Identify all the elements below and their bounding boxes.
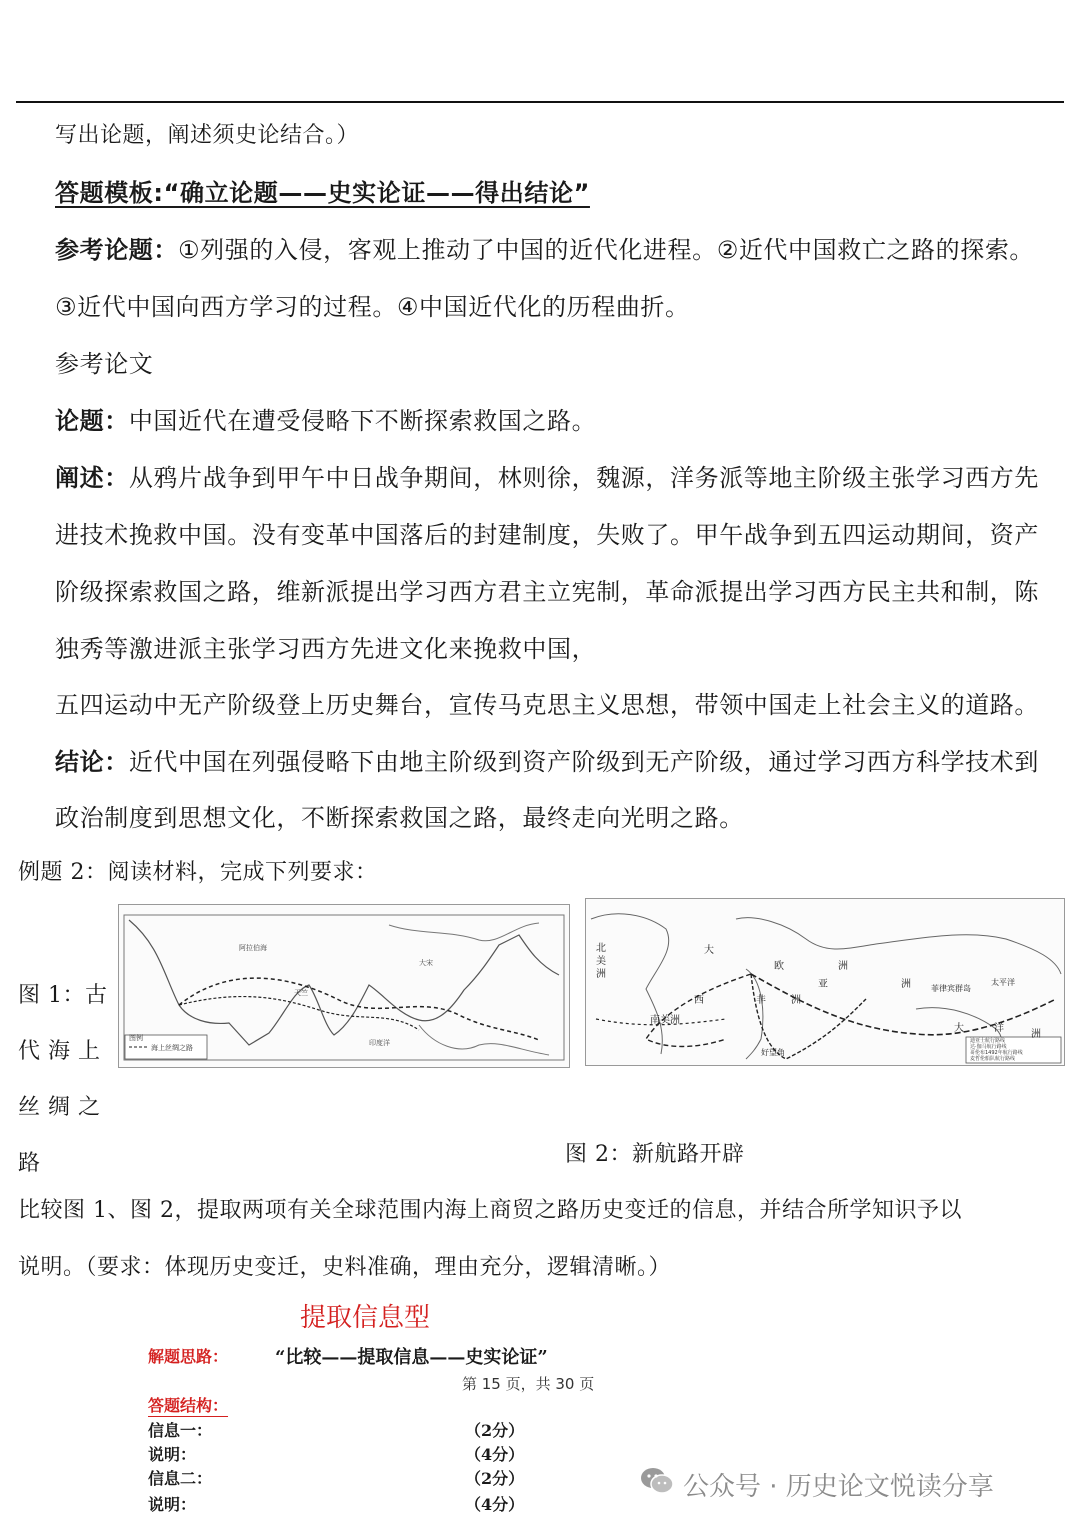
fig1-caption-line: 图 1：古 xyxy=(18,983,108,1008)
elab-line4: 独秀等激进派主张学习西方先进文化来挽救中国， xyxy=(55,635,597,663)
map-ancient-silk-road xyxy=(118,904,570,1068)
map2-label: 洲 xyxy=(901,979,911,990)
structure-label: 答题结构： xyxy=(148,1396,229,1415)
map2-label: 西 xyxy=(694,995,704,1006)
svg-text:印度洋: 印度洋 xyxy=(369,1039,390,1047)
elab-line1 xyxy=(55,458,1039,493)
header-rule xyxy=(16,101,1064,103)
approach-label: 解题思路： xyxy=(148,1347,229,1366)
page-number: 第 15 页，共 30 页 xyxy=(462,1375,595,1393)
svg-text:大宋: 大宋 xyxy=(419,959,433,967)
example2-heading: 例题 2：阅读材料，完成下列要求： xyxy=(18,860,378,885)
fig1-caption-line: 路 xyxy=(18,1151,41,1176)
map1-legend-item: 海上丝绸之路 xyxy=(151,1044,193,1052)
question-line1: 比较图 1、图 2，提取两项有关全球范围内海上商贸之路历史变迁的信息，并结合所学知识予以 xyxy=(18,1198,962,1223)
question-line2: 说明。（要求：体现历史变迁，史料准确，理由充分，逻辑清晰。） xyxy=(18,1255,672,1280)
structure-score: （4分） xyxy=(465,1445,525,1464)
structure-item: 信息二： xyxy=(148,1469,213,1488)
fig1-caption xyxy=(18,968,108,1192)
map2-label: 太平洋 xyxy=(991,978,1015,987)
map2-label: 好望角 xyxy=(761,1048,785,1057)
conclusion-line1 xyxy=(55,742,1039,777)
map2-label: 非 xyxy=(756,995,766,1006)
type-title: 提取信息型 xyxy=(300,1303,431,1333)
map2-legend-item: 达·伽马航行路线 xyxy=(970,1044,1007,1050)
structure-score: （4分） xyxy=(465,1495,525,1514)
map2-label: 亚 xyxy=(818,979,828,990)
map2-label: 欧 xyxy=(774,961,784,972)
ref-essay-heading: 参考论文 xyxy=(55,350,154,378)
map2-label: 美 xyxy=(596,956,606,967)
svg-text:阿拉伯海: 阿拉伯海 xyxy=(239,944,267,952)
structure-item: 说明： xyxy=(148,1495,197,1514)
elab-line2: 进技术挽救中国。没有变革中国落后的封建制度，失败了。甲午战争到五四运动期间，资产 xyxy=(55,521,1039,549)
structure-score: （2分） xyxy=(465,1469,525,1488)
fig1-caption-line: 丝 绸 之 xyxy=(18,1095,101,1120)
map2-label: 洋 xyxy=(994,1023,1004,1034)
structure-item: 信息一： xyxy=(148,1421,213,1440)
map2-legend xyxy=(970,1038,1023,1062)
approach-text: “比较——提取信息——史实论证” xyxy=(275,1347,548,1368)
map2-label: 洲 xyxy=(791,995,801,1006)
conclusion-label: 结论： xyxy=(55,748,129,776)
ref-topics-text1: ①列强的入侵，客观上推动了中国的近代化进程。②近代中国救亡之路的探索。 xyxy=(178,236,1035,264)
thesis-text: 中国近代在遭受侵略下不断探索救国之路。 xyxy=(128,407,597,435)
watermark: 公众号 · 历史论文悦读分享 xyxy=(683,1472,994,1502)
map2-label: 大 xyxy=(704,945,714,956)
thesis-line xyxy=(55,401,596,436)
map2-label: 洲 xyxy=(596,969,606,980)
conclusion-line2: 政治制度到思想文化，不断探索救国之路，最终走向光明之路。 xyxy=(55,804,744,832)
map2-legend-item: 迪亚士航行路线 xyxy=(970,1038,1006,1044)
map1-legend-title: 图例 xyxy=(129,1034,143,1042)
map2-label: 北 xyxy=(596,943,606,954)
structure-score: （2分） xyxy=(465,1421,525,1440)
map2-label: 南美洲 xyxy=(650,1015,680,1026)
elab-line3: 阶级探索救国之路，维新派提出学习西方君主立宪制，革命派提出学习西方民主共和制，陈 xyxy=(55,578,1039,606)
map2-label: 大 xyxy=(954,1023,964,1034)
svg-text:天竺: 天竺 xyxy=(294,989,308,997)
fig1-caption-line: 代 海 上 xyxy=(18,1039,101,1064)
wechat-icon xyxy=(640,1466,674,1496)
elab-line5: 五四运动中无产阶级登上历史舞台，宣传马克思主义思想，带领中国走上社会主义的道路。 xyxy=(55,691,1039,719)
elab-label: 阐述： xyxy=(55,464,129,492)
fig2-caption: 图 2：新航路开辟 xyxy=(565,1142,745,1167)
map2-legend-item: 哥伦布1492年航行路线 xyxy=(970,1050,1023,1056)
ref-topics-label: 参考论题： xyxy=(55,236,178,264)
map2-legend-item: 麦哲伦船队航行路线 xyxy=(970,1056,1016,1062)
template-title: 答题模板:“确立论题——史实论证——得出结论” xyxy=(55,179,590,207)
map2-label: 菲律宾群岛 xyxy=(931,984,971,993)
conclusion-text1: 近代中国在列强侵略下由地主阶级到资产阶级到无产阶级，通过学习西方科学技术到 xyxy=(128,748,1040,776)
map2-label: 洲 xyxy=(1031,1029,1041,1040)
ref-topics-line1 xyxy=(55,230,1034,265)
elab-text1: 从鸦片战争到甲午中日战争期间，林则徐，魏源，洋务派等地主阶级主张学习西方先 xyxy=(128,464,1040,492)
map2-label: 洲 xyxy=(838,961,848,972)
map-new-sea-routes xyxy=(585,898,1065,1066)
top-line: 写出论题，阐述须史论结合。） xyxy=(55,123,360,148)
ref-topics-line2: ③近代中国向西方学习的过程。④中国近代化的历程曲折。 xyxy=(55,293,690,321)
structure-item: 说明： xyxy=(148,1445,197,1464)
thesis-label: 论题： xyxy=(55,407,129,435)
